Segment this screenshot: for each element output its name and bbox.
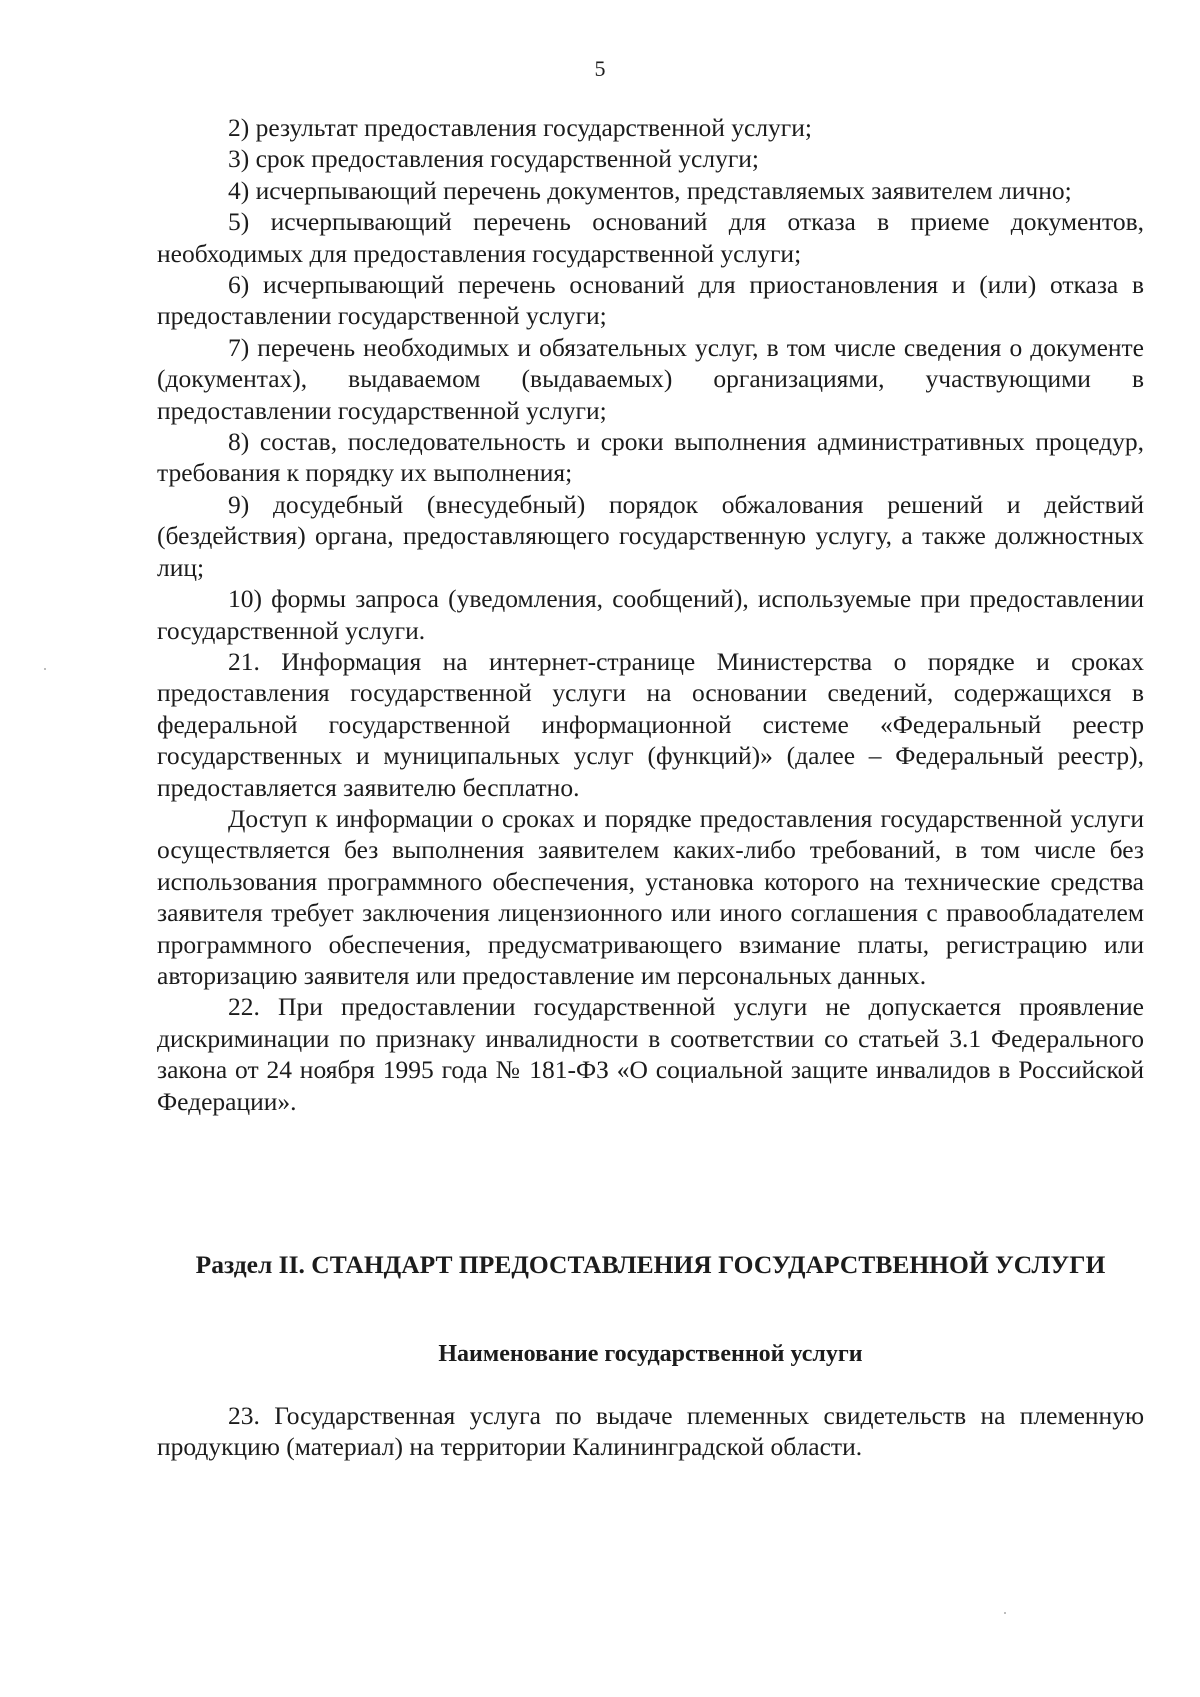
- subsection-heading: Наименование государственной услуги: [438, 1341, 863, 1367]
- body-text-continued: [157, 1400, 1144, 1463]
- scan-speck: [1004, 1612, 1006, 1614]
- paragraph-item-9: 9) досудебный (внесудебный) порядок обжалования решений и действий (бездействия) органа, предоставляющего государственную услугу, а также должностных лиц;: [157, 489, 1144, 582]
- paragraph-item-6: 6) исчерпывающий перечень оснований для приостановления и (или) отказа в предоставлении государственной услуги;: [157, 270, 1144, 331]
- body-text: [157, 112, 1144, 1117]
- paragraph-22: 22. При предоставлении государственной услуги не допускается проявление дискриминации по признаку инвалидности в соответствии со статьей 3.1 Федерального закона от 24 ноября 1995 года № 181-ФЗ «О социальной защите инвалидов в Российской Федерации».: [157, 992, 1144, 1116]
- paragraph-item-7: 7) перечень необходимых и обязательных услуг, в том числе сведения о документе (документах), выдаваемом (выдаваемых) организациями, участвующими в предоставлении государственной услуги;: [157, 332, 1144, 425]
- paragraph-item-3: 3) срок предоставления государственной услуги;: [228, 144, 760, 174]
- scan-speck: [44, 668, 46, 670]
- paragraph-item-4: 4) исчерпывающий перечень документов, представляемых заявителем лично;: [228, 175, 1072, 205]
- paragraph-item-10: 10) формы запроса (уведомления, сообщений), используемые при предоставлении государственной услуги.: [157, 584, 1144, 645]
- paragraph-23: 23. Государственная услуга по выдаче племенных свидетельств на племенную продукцию (материал) на территории Калининградской области.: [157, 1401, 1144, 1462]
- section-heading: Раздел II. СТАНДАРТ ПРЕДОСТАВЛЕНИЯ ГОСУДАРСТВЕННОЙ УСЛУГИ: [195, 1250, 1106, 1279]
- paragraph-access-info: Доступ к информации о сроках и порядке предоставления государственной услуги осуществляется без выполнения заявителем каких-либо требований, в том числе без использования программного обеспечения, установка которого на технические средства заявителя требует заключения лицензионного или иного соглашения с правообладателем программного обеспечения, предусматривающего взимание платы, регистрацию или авторизацию заявителя или предоставление им персональных данных.: [157, 803, 1144, 990]
- paragraph-item-8: 8) состав, последовательность и сроки выполнения административных процедур, требования к порядку их выполнения;: [157, 427, 1144, 488]
- paragraph-21: 21. Информация на интернет-странице Министерства о порядке и сроках предоставления государственной услуги на основании сведений, содержащихся в федеральной государственной информационной системе «Федеральный реестр государственных и муниципальных услуг (функций)» (далее – Федеральный реестр), предоставляется заявителю бесплатно.: [157, 646, 1144, 802]
- paragraph-item-5: 5) исчерпывающий перечень оснований для отказа в приеме документов, необходимых для предоставления государственной услуги;: [157, 207, 1144, 268]
- paragraph-item-2: 2) результат предоставления государственной услуги;: [228, 113, 812, 142]
- page-number: 5: [594, 56, 606, 81]
